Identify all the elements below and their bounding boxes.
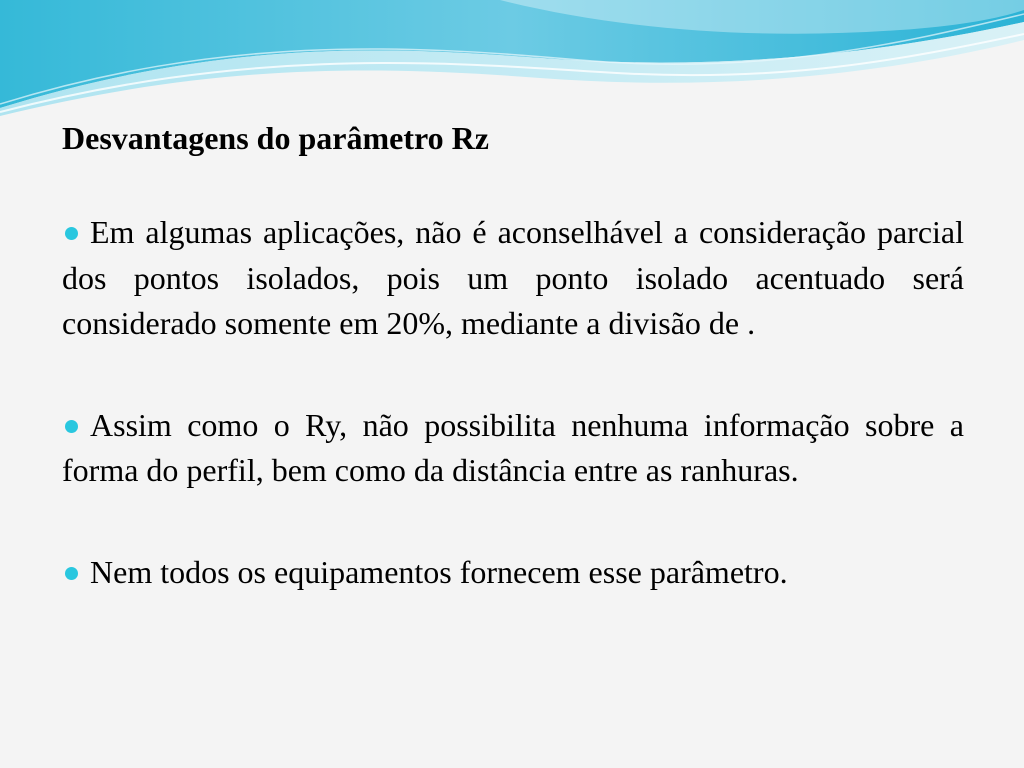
bullet-icon [65,227,78,240]
bullet-list [62,210,964,595]
bullet-text: Nem todos os equipamentos fornecem esse parâmetro. [90,553,788,590]
bullet-icon [65,567,78,580]
bullet-item [62,210,964,347]
slide-content [62,118,964,595]
bullet-icon [65,420,78,433]
bullet-text: Em algumas aplicações, não é aconselhável a consideração parcial dos pontos isolados, pois um ponto isolado acentuado será considerado somente em 20%, mediante a divisão de . [62,214,964,341]
bullet-text: Assim como o Ry, não possibilita nenhuma informação sobre a forma do perfil, bem como da distância entre as ranhuras. [62,406,964,488]
slide-title: Desvantagens do parâmetro Rz [62,120,489,156]
decorative-wave-header [0,0,1024,120]
bullet-item [62,550,964,596]
bullet-item [62,403,964,494]
